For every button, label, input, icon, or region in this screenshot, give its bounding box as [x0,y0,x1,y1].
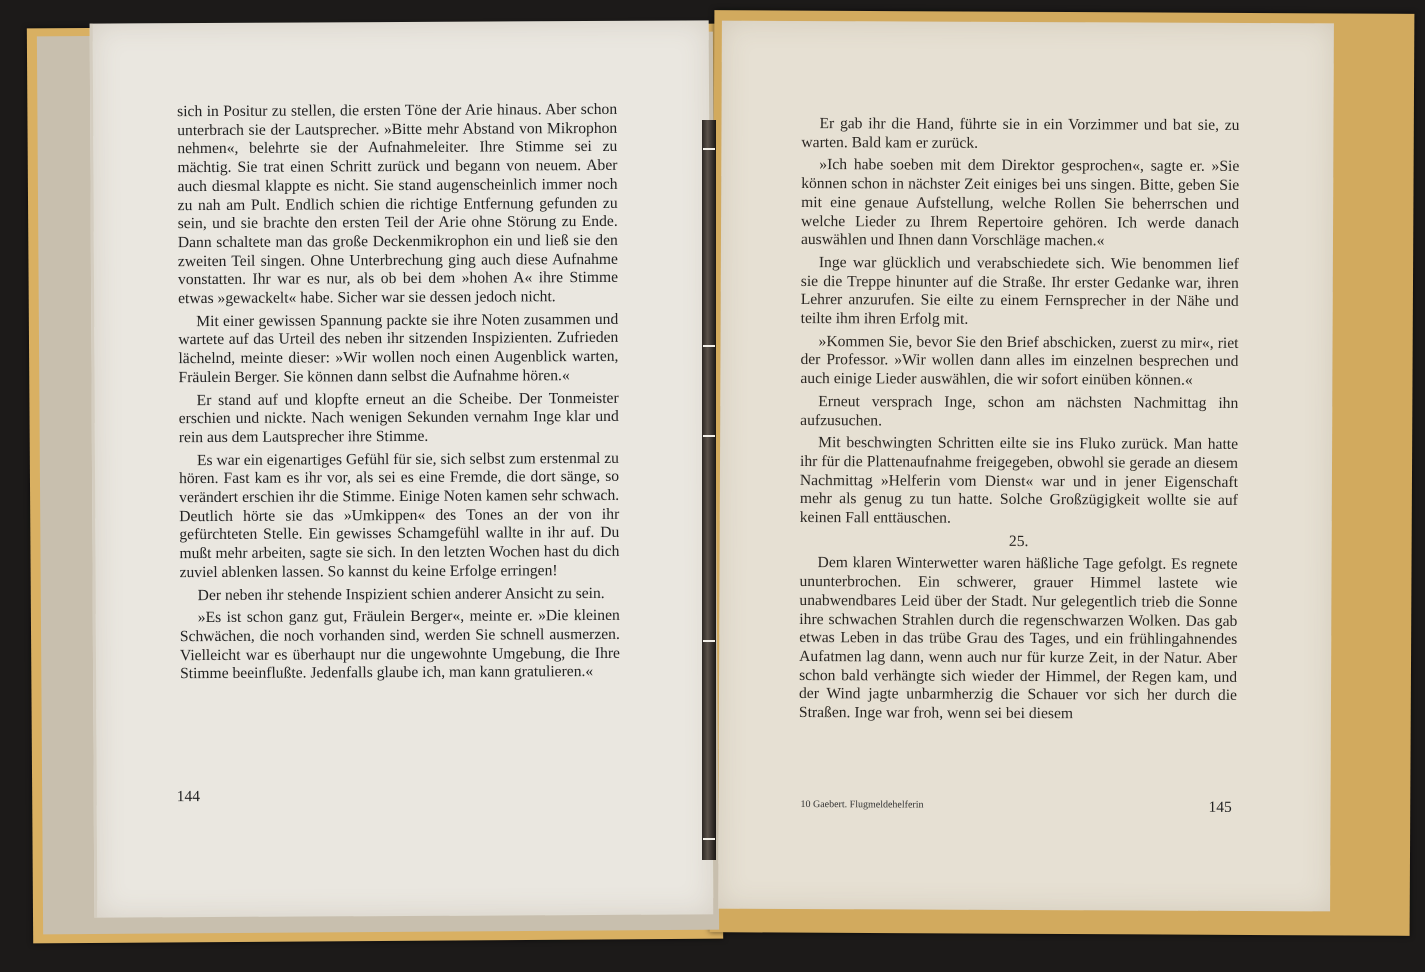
chapter-heading: 25. [1008,532,1029,550]
right-paragraph: Dem klaren Winterwetter waren häßliche Tage gefolgt. Es regnete ununterbrochen. Ein schwerer, grauer Himmel lastete wie unabwendbares Leid über der Stadt. Nur gelegentlich trieb die Sonne ihre schwachen Strahlen durch die regenschwarzen Wolken. Das gab etwas Leben in das trübe Grau des Tages, und ein frühlingahnendes Aufatmen lag dann, wenn auch nur für kurze Zeit, in der Natur. Aber schon bald verhängte sich wieder der Himmel, der Regen kam, und der Wind jagte unbarmherzig die Schauer vor sich her durch die Straßen. Inge war froh, wenn sei bei diesem [798,554,1238,723]
right-page-text [799,115,1240,729]
signature-line: 10 Gaebert. Flugmeldehelferin [800,799,924,811]
book-gutter [702,120,716,860]
binding-thread [703,148,715,150]
binding-thread [703,345,715,347]
right-paragraph: »Ich habe soeben mit dem Direktor gesprochen«, sagte er. »Sie können schon in nächster Zeit einiges bei uns singen. Bitte, geben Sie mit eine genaue Aufstellung, welche Rollen Sie beherrschen und welche Lieder zu Ihrem Repertoire gehören. Ich werde danach auswählen und Ihnen dann Vorschläge machen.« [800,156,1240,250]
left-paragraph: Mit einer gewissen Spannung packte sie ihre Noten zusammen und wartete auf das Urteil des neben ihr sitzenden Inspizienten. Zufrieden lächelnd, meinte dieser: »Wir wollen noch einen Augenblick warten, Fräulein Berger. Sie können dann selbst die Aufnahme hören.« [178,310,619,387]
left-page-text [177,101,620,688]
right-paragraph: Mit beschwingten Schritten eilte sie ins Fluko zurück. Man hatte ihr für die Plattenaufnahme freigegeben, obwohl sie gerade an diesem Nachmittag »Helferin vom Dienst« war und in jener Eigenschaft mehr als genug zu tun hatte. Solche Großzügigkeit wollte sie auf keinen Fall enttäuschen. [799,434,1239,527]
right-paragraph: Erneut versprach Inge, schon am nächsten Nachmittag ihn aufzusuchen. [800,392,1239,429]
left-paragraph: sich in Positur zu stellen, die ersten Töne der Arie hinaus. Aber schon unterbrach sie der Lautsprecher. »Bitte mehr Abstand von Mikrophon nehmen«, belehrte sie der Aufnahmeleiter. Ihre Stimme sei zu mächtig. Sie trat einen Schritt zurück und begann von neuem. Aber auch diesmal klappte es nicht. Sie stand augenscheinlich immer noch zu nah am Pult. Endlich schien die richtige Entfernung gefunden zu sein, und sie brachte den ersten Teil der Arie ohne Störung zu Ende. Dann schaltete man das große Deckenmikrophon ein und ließ sie den zweiten Teil singen. Ohne Unterbrechung ging auch diese Aufnahme vonstatten. Ihr war es nur, als ob bei dem »hohen A« ihre Stimme etwas »gewackelt« habe. Sicher war sie dessen jedoch nicht. [177,100,619,308]
right-paragraph: »Kommen Sie, bevor Sie den Brief abschicken, zuerst zu mir«, riet der Professor. »Wir wollen dann alles im einzelnen besprechen und auch einige Lieder auswählen, die wir sofort einüben können.« [800,332,1239,389]
page-number-right: 145 [1208,798,1232,816]
left-paragraph: Es war ein eigenartiges Gefühl für sie, sich selbst zum erstenmal zu hören. Fast kam es ihr vor, als sei es eine Fremde, die dort sänge, so verändert erschien ihr die Stimme. Einige Noten kamen sehr schwach. Deutlich hörte sie das »Umkippen« des Tones an der von ihr gefürchteten Stelle. Ein gewisses Schamgefühl wallte in ihr auf. Du mußt mehr arbeiten, sagte sie sich. In den letzten Wochen hast du dich zuviel ablenken lassen. So kannst du keine Erfolge erringen! [179,449,620,582]
left-paragraph: Er stand auf und klopfte erneut an die Scheibe. Der Tonmeister erschien und nickte. Nach wenigen Sekunden vernahm Inge klar und rein aus dem Lautsprecher ihre Stimme. [178,389,619,447]
binding-thread [703,640,715,642]
right-paragraph: Er gab ihr die Hand, führte sie in ein Vorzimmer und bat sie, zu warten. Bald kam er zurück. [801,115,1240,152]
page-number-left: 144 [176,788,201,806]
left-paragraph: »Es ist schon ganz gut, Fräulein Berger«, meinte er. »Die kleinen Schwächen, die noch vorhanden sind, werden Sie schnell ausmerzen. Vielleicht war es überhaupt nur die ungewohnte Umgebung, die Ihre Stimme beeinflußte. Jedenfalls glaube ich, man kann gratulieren.« [179,607,621,683]
left-page [90,20,714,917]
binding-thread [703,435,715,437]
binding-thread [703,838,715,840]
right-page [718,21,1334,912]
right-paragraph: Inge war glücklich und verabschiedete sich. Wie benommen lief sie die Treppe hinunter auf die Straße. Ihr erster Gedanke war, ihren Lehrer anzurufen. Sie eilte zu einem Fernsprecher in der Nähe und teilte ihm ihren Erfolg mit. [800,254,1239,328]
left-paragraph: Der neben ihr stehende Inspizient schien anderer Ansicht zu sein. [197,584,605,604]
